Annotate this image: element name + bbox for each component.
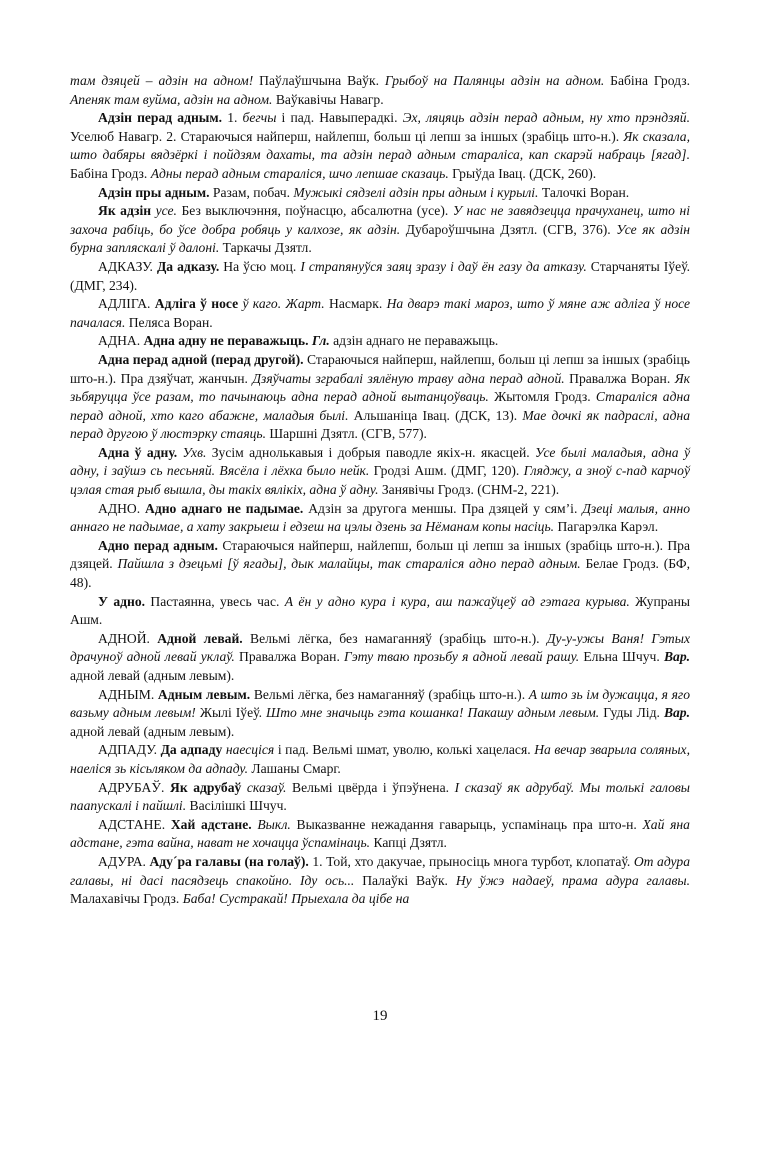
entry-text: адной левай (адным левым). [70, 723, 235, 739]
entry-text: Талочкі Воран. [538, 184, 630, 200]
entry-example: усе. [155, 203, 177, 219]
entry-text: Шаршні Дзятл. (СГВ, 577). [266, 426, 427, 442]
entry-headword: Як адзін [98, 203, 152, 219]
entry-example: Ду-у-ужы Ваня! Гэтых драчуноў адной левай уклаў. [70, 630, 690, 665]
entry-example: наесціся [225, 742, 275, 758]
entry-text: Пагарэлка Карэл. [554, 519, 659, 535]
entry-text: і пад. Вельмі шмат, уволю, колькі хацелася. [274, 742, 535, 758]
entry-text: Пеляса Воран. [125, 314, 213, 330]
entry-headword: Хай адстане. [170, 816, 252, 832]
entry-text: Жылі Іўеў. [195, 705, 267, 721]
dictionary-entry [70, 741, 690, 778]
entry-text: Грыўда Івац. (ДСК, 260). [448, 165, 597, 181]
entry-example: Дзяўчаты зграбалі зялёную траву адна перад адной. [252, 370, 565, 386]
entry-example: Усе былі маладыя, адна ў адну, і заўшэ сь песьняй. Вясёла і лёхка было нейк. [70, 444, 690, 479]
entry-text: АДРУБАЎ. [98, 779, 170, 795]
entry-text: 1. [222, 110, 243, 126]
entry-text: Выказванне нежадання гаварыць, успамінаць пра што-н. [290, 816, 643, 832]
entry-example: Ну ўжэ надаеў, прама адура галавы. [455, 872, 691, 888]
page-number: 19 [372, 1008, 388, 1024]
entry-example: А ён у адно кура і кура, аш пажаўцеў ад гэтага курыва. [284, 593, 630, 609]
entry-example: Мужыкі сядзелі адзін пры адным і курылі. [293, 184, 539, 200]
entry-headword: Адной левай. [157, 630, 243, 646]
entry-text: адзін аднаго не пераважыць. [329, 333, 499, 349]
dictionary-entry [70, 444, 690, 500]
entry-example: Эх, ляцяць адзін перад адным, ну хто прэндзяй. [402, 110, 690, 126]
dictionary-entry [70, 109, 690, 183]
entry-example: Гляджу, а зноў с-пад карчоў цэлая стая рыб вышла, ды такіх вялікіх, адна ў адну. [70, 463, 690, 498]
entry-text: Лашаны Смарг. [248, 760, 341, 776]
dictionary-entry [70, 853, 690, 909]
entry-text: На ўсю моц. [219, 258, 301, 274]
entry-example: бегчы [242, 110, 277, 126]
entry-example: А што зь ім дужацца, я яго вазьму адным левым! [70, 686, 690, 721]
entry-example: У нас не завядзецца прачуханец, што ні захоча рабіць, бо ўсе добра робяць у калхозе, як адзін. [70, 203, 690, 237]
entry-label: Вар. [663, 705, 690, 721]
entry-text: Вельмі лёгка, без намаганняў (зрабіць што-н.). [242, 630, 547, 646]
entry-headword: Адна ў адну. [98, 444, 178, 460]
entry-example: Грыбоў на Палянцы адзін на адном. [384, 73, 605, 88]
dictionary-entry [70, 816, 690, 853]
entry-text: Палаўкі Ваўк. [354, 872, 456, 888]
entry-example: Ухв. [182, 444, 207, 460]
entry-text: Белае Гродз. (БФ, 48). [70, 556, 690, 591]
entry-example: Усе як адзін бурна запляскалі ў далоні. [70, 221, 690, 256]
entry-example: От адура галавы, ні дасі пасядзець спакойно. Іду ось... [70, 853, 690, 888]
dictionary-entry [70, 593, 690, 630]
entry-example: там дзяцей – адзін на адном! [70, 73, 254, 88]
entry-text: АДСТАНЕ. [98, 816, 171, 832]
entry-text: Бабіна Гродз. [70, 165, 151, 181]
entry-text: Стараючыся найперш, найлепш, больш ці лепш за іншых (зрабіць што-н.). Пра дзяўчат, жанчын. [70, 351, 690, 386]
entry-text: АДЛІГА. [98, 296, 155, 312]
dictionary-entry [70, 351, 690, 444]
entry-example: Як сказала, што дабяры вядзёркі і пойдзям дахаты, та адзін перад адным стараліса, кап скарэй набраць [ягад]. [70, 128, 690, 163]
entry-text: Таркачы Дзятл. [219, 240, 312, 256]
dictionary-entry [70, 202, 690, 258]
entry-text: і пад. Навыперадкі. [276, 110, 403, 126]
entry-headword: Да адказу. [156, 258, 220, 274]
entry-text: Капці Дзятл. [370, 835, 447, 851]
entry-example: Мае дочкі як падраслі, адна перад другою ў люстэрку стаяць. [70, 407, 690, 442]
entry-example: На вечар зварыла соляных, наеліся зь кісьляком да адпаду. [70, 742, 690, 776]
entry-text: АДПАДУ. [98, 742, 161, 758]
entry-headword: Аду´ра галавы (на голаў). [149, 853, 309, 869]
entry-text: Малахавічы Гродз. [70, 891, 183, 907]
entry-example: Стараліся адна перад адной, хто каго абажне, маладыя былі. [70, 389, 690, 423]
entry-text: Разам, побач. [209, 184, 294, 200]
entry-text: Бабіна Гродз. [604, 73, 690, 88]
entry-text: адной левай (адным левым). [70, 668, 235, 683]
entry-example: Гэту тваю прозьбу я адной левай рашу. [344, 649, 580, 665]
entry-headword: Адным левым. [157, 686, 251, 702]
entry-example: І страпянуўся заяц зразу і даў ён газу да атказу. [300, 258, 587, 274]
entry-text: АДКАЗУ. [98, 258, 157, 274]
entry-text: АДНО. [98, 500, 146, 516]
dictionary-entry [70, 630, 690, 686]
entry-headword: Да адпаду [160, 742, 223, 758]
dictionary-entry [70, 686, 690, 742]
entry-text: Уселюб Навагр. 2. Стараючыся найперш, найлепш, больш ці лепш за іншых (зрабіць што-н.). [70, 128, 624, 144]
entry-example: Што мне значыць гэта кошанка! Пакашу адным левым. [266, 705, 600, 721]
entry-headword: Адно аднаго не падымае. [145, 500, 304, 516]
entry-text: Дубароўшчына Дзятл. (СГВ, 376). [400, 221, 617, 237]
dictionary-entry [70, 295, 690, 332]
dictionary-entry [70, 184, 690, 203]
entry-text: АДНЫМ. [98, 686, 158, 702]
dictionary-entry [70, 332, 690, 351]
entry-example: Адны перад адным стараліся, шчо лепшае сказаць. [150, 165, 449, 181]
entry-text: Без выключэння, поўнасцю, абсалютна (усе). [176, 203, 453, 219]
entry-example: Выкл. [257, 816, 291, 832]
entry-text: АДНОЙ. [98, 630, 158, 646]
entry-text: Зусім аднолькавыя і добрыя паводле якіх-н. якасцей. [206, 444, 535, 460]
entry-text: Насмарк. [324, 296, 387, 312]
dictionary-entry [70, 537, 690, 593]
entry-text: Стараючыся найперш, найлепш, больш ці лепш за іншых (зрабіць што-н.). Пра дзяцей. [70, 537, 691, 572]
entry-label: Вар. [663, 649, 691, 665]
entry-text: Правалжа Воран. [564, 370, 675, 386]
entry-text: АДУРА. [98, 853, 150, 869]
entry-headword: Як адрубаў [170, 779, 242, 795]
entry-example: сказаў. [246, 779, 287, 795]
entry-text: Адзін за другога меншы. Пра дзяцей у сям’і. [303, 500, 583, 516]
entry-text: Вельмі цвёрда і ўпэўнена. [286, 779, 455, 795]
entry-headword: Адліга ў носе [154, 296, 239, 312]
entry-headword: Адно перад адным. [98, 537, 218, 553]
entry-headword: Адзін перад адным. [98, 110, 223, 126]
entry-headword: У адно. [98, 593, 146, 609]
entry-text: Паўлаўшчына Ваўк. [253, 73, 385, 88]
entry-text: Жытомля Гродз. [488, 389, 596, 405]
entry-example: Як зьбяруцца ўсе разам, то пачынаюць адна перад адной вытанцоўваць. [70, 370, 691, 405]
document-body [70, 72, 690, 909]
entry-text: Васілішкі Шчуч. [186, 798, 287, 814]
entry-headword: Адна перад адной (перад другой). [98, 351, 304, 367]
entry-headword: Адзін пры адным. [98, 184, 210, 200]
entry-example: Хай яна адстане, гэта вайна, нават не хочацца ўспамінаць. [70, 816, 690, 851]
entry-example: Апеняк там вуйма, адзін на адном. [70, 91, 273, 107]
entry-text: Альшаніца Івац. (ДСК, 13). [348, 407, 523, 423]
entry-text: Гродзі Ашм. (ДМГ, 120). [369, 463, 524, 479]
entry-text: Правалжа Воран. [234, 649, 345, 665]
dictionary-entry [70, 72, 690, 109]
entry-text: Жупраны Ашм. [70, 593, 690, 628]
entry-headword: Адна адну не пераважыць. [143, 333, 309, 349]
entry-example: Баба! Сустракай! Прыехала да цібе на [182, 891, 410, 907]
dictionary-entry [70, 779, 690, 816]
entry-example: Пайшла з дзецьмі [ў ягады], дык малайцы, так стараліся адно перад адным. [117, 556, 581, 572]
entry-text: Гуды Лід. [599, 705, 664, 721]
entry-text: Ваўкавічы Навагр. [272, 91, 384, 107]
entry-text: Занявічы Гродз. (СНМ-2, 221). [378, 482, 560, 498]
entry-text: Ельна Шчуч. [579, 649, 664, 665]
entry-example: ў каго. Жарт. [242, 296, 325, 312]
dictionary-entry [70, 258, 690, 295]
entry-text: Старчаняты Іўеў. (ДМГ, 234). [70, 258, 690, 293]
entry-example: Дзеці малыя, анно аннаго не падымае, а хату закрыеш і едзеш на цэлы дзень за Нёманам копы насіць. [70, 500, 690, 535]
entry-text: 1. Той, хто дакучае, прыносіць многа турбот, клопатаў. [308, 853, 634, 869]
entry-example: На дварэ такі мароз, што ў мяне аж адліга ў носе пачалася. [70, 296, 691, 330]
entry-text: АДНА. [98, 333, 144, 349]
entry-text: Вельмі лёгка, без намаганняў (зрабіць што-н.). [250, 686, 529, 702]
entry-label: Гл. [311, 333, 330, 349]
entry-text: Пастаянна, увесь час. [145, 593, 285, 609]
dictionary-entry [70, 500, 690, 537]
entry-example: І сказаў як адрубаў. Мы толькі галовы паапускалі і пайшлі. [70, 779, 690, 814]
